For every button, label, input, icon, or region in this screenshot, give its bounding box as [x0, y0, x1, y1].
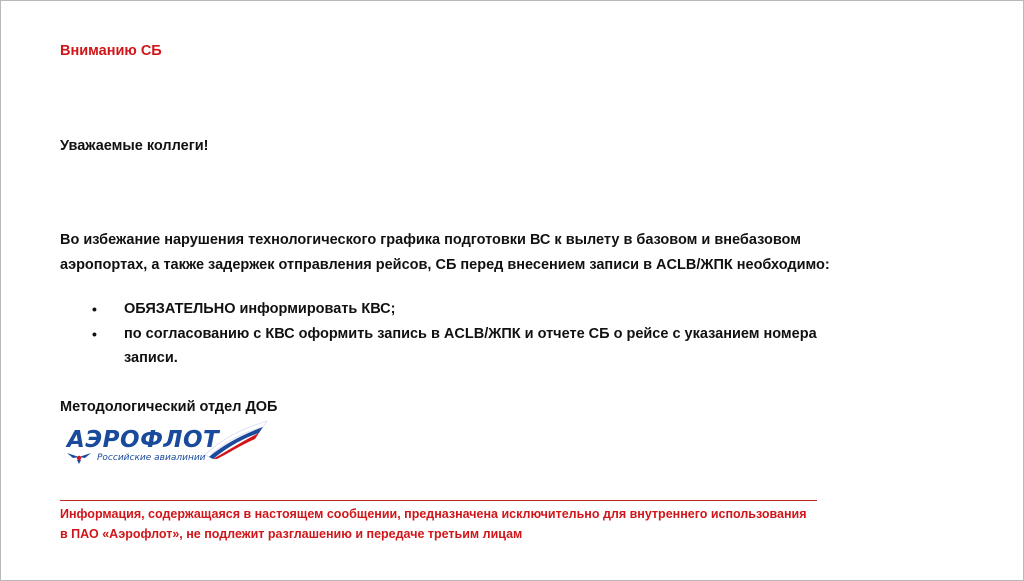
disclaimer-line-2: в ПАО «Аэрофлот», не подлежит разглашению и передаче третьим лицам — [60, 527, 523, 541]
body-paragraph-line-1: Во избежание нарушения технологического графика подготовки ВС к вылету в базовом и внебазовом — [60, 232, 801, 248]
body-paragraph-line-2: аэропортах, а также задержек отправления рейсов, СБ перед внесением записи в ACLB/ЖПК необходимо: — [60, 257, 830, 273]
logo-wordmark: АЭРОФЛОТ — [67, 427, 220, 453]
bullet-item-record-entry: по согласованию с КВС оформить запись в ACLB/ЖПК и отчете СБ о рейсе с указанием номера — [124, 326, 817, 342]
bullet-icon: • — [92, 301, 97, 317]
disclaimer-line-1: Информация, содержащаяся в настоящем сообщении, предназначена исключительно для внутреннего использования — [60, 507, 807, 521]
greeting: Уважаемые коллеги! — [60, 138, 209, 154]
notice-title: Вниманию СБ — [60, 43, 162, 59]
disclaimer-divider — [60, 500, 817, 501]
signature: Методологический отдел ДОБ — [60, 399, 278, 415]
winged-emblem-icon — [65, 449, 93, 465]
bullet-icon: • — [92, 326, 97, 342]
bullet-item-inform-captain: ОБЯЗАТЕЛЬНО информировать КВС; — [124, 301, 396, 317]
bullet-item-record-entry-continued: записи. — [124, 350, 178, 366]
aeroflot-logo — [63, 419, 273, 477]
logo-tagline: Российские авиалинии — [97, 453, 206, 463]
